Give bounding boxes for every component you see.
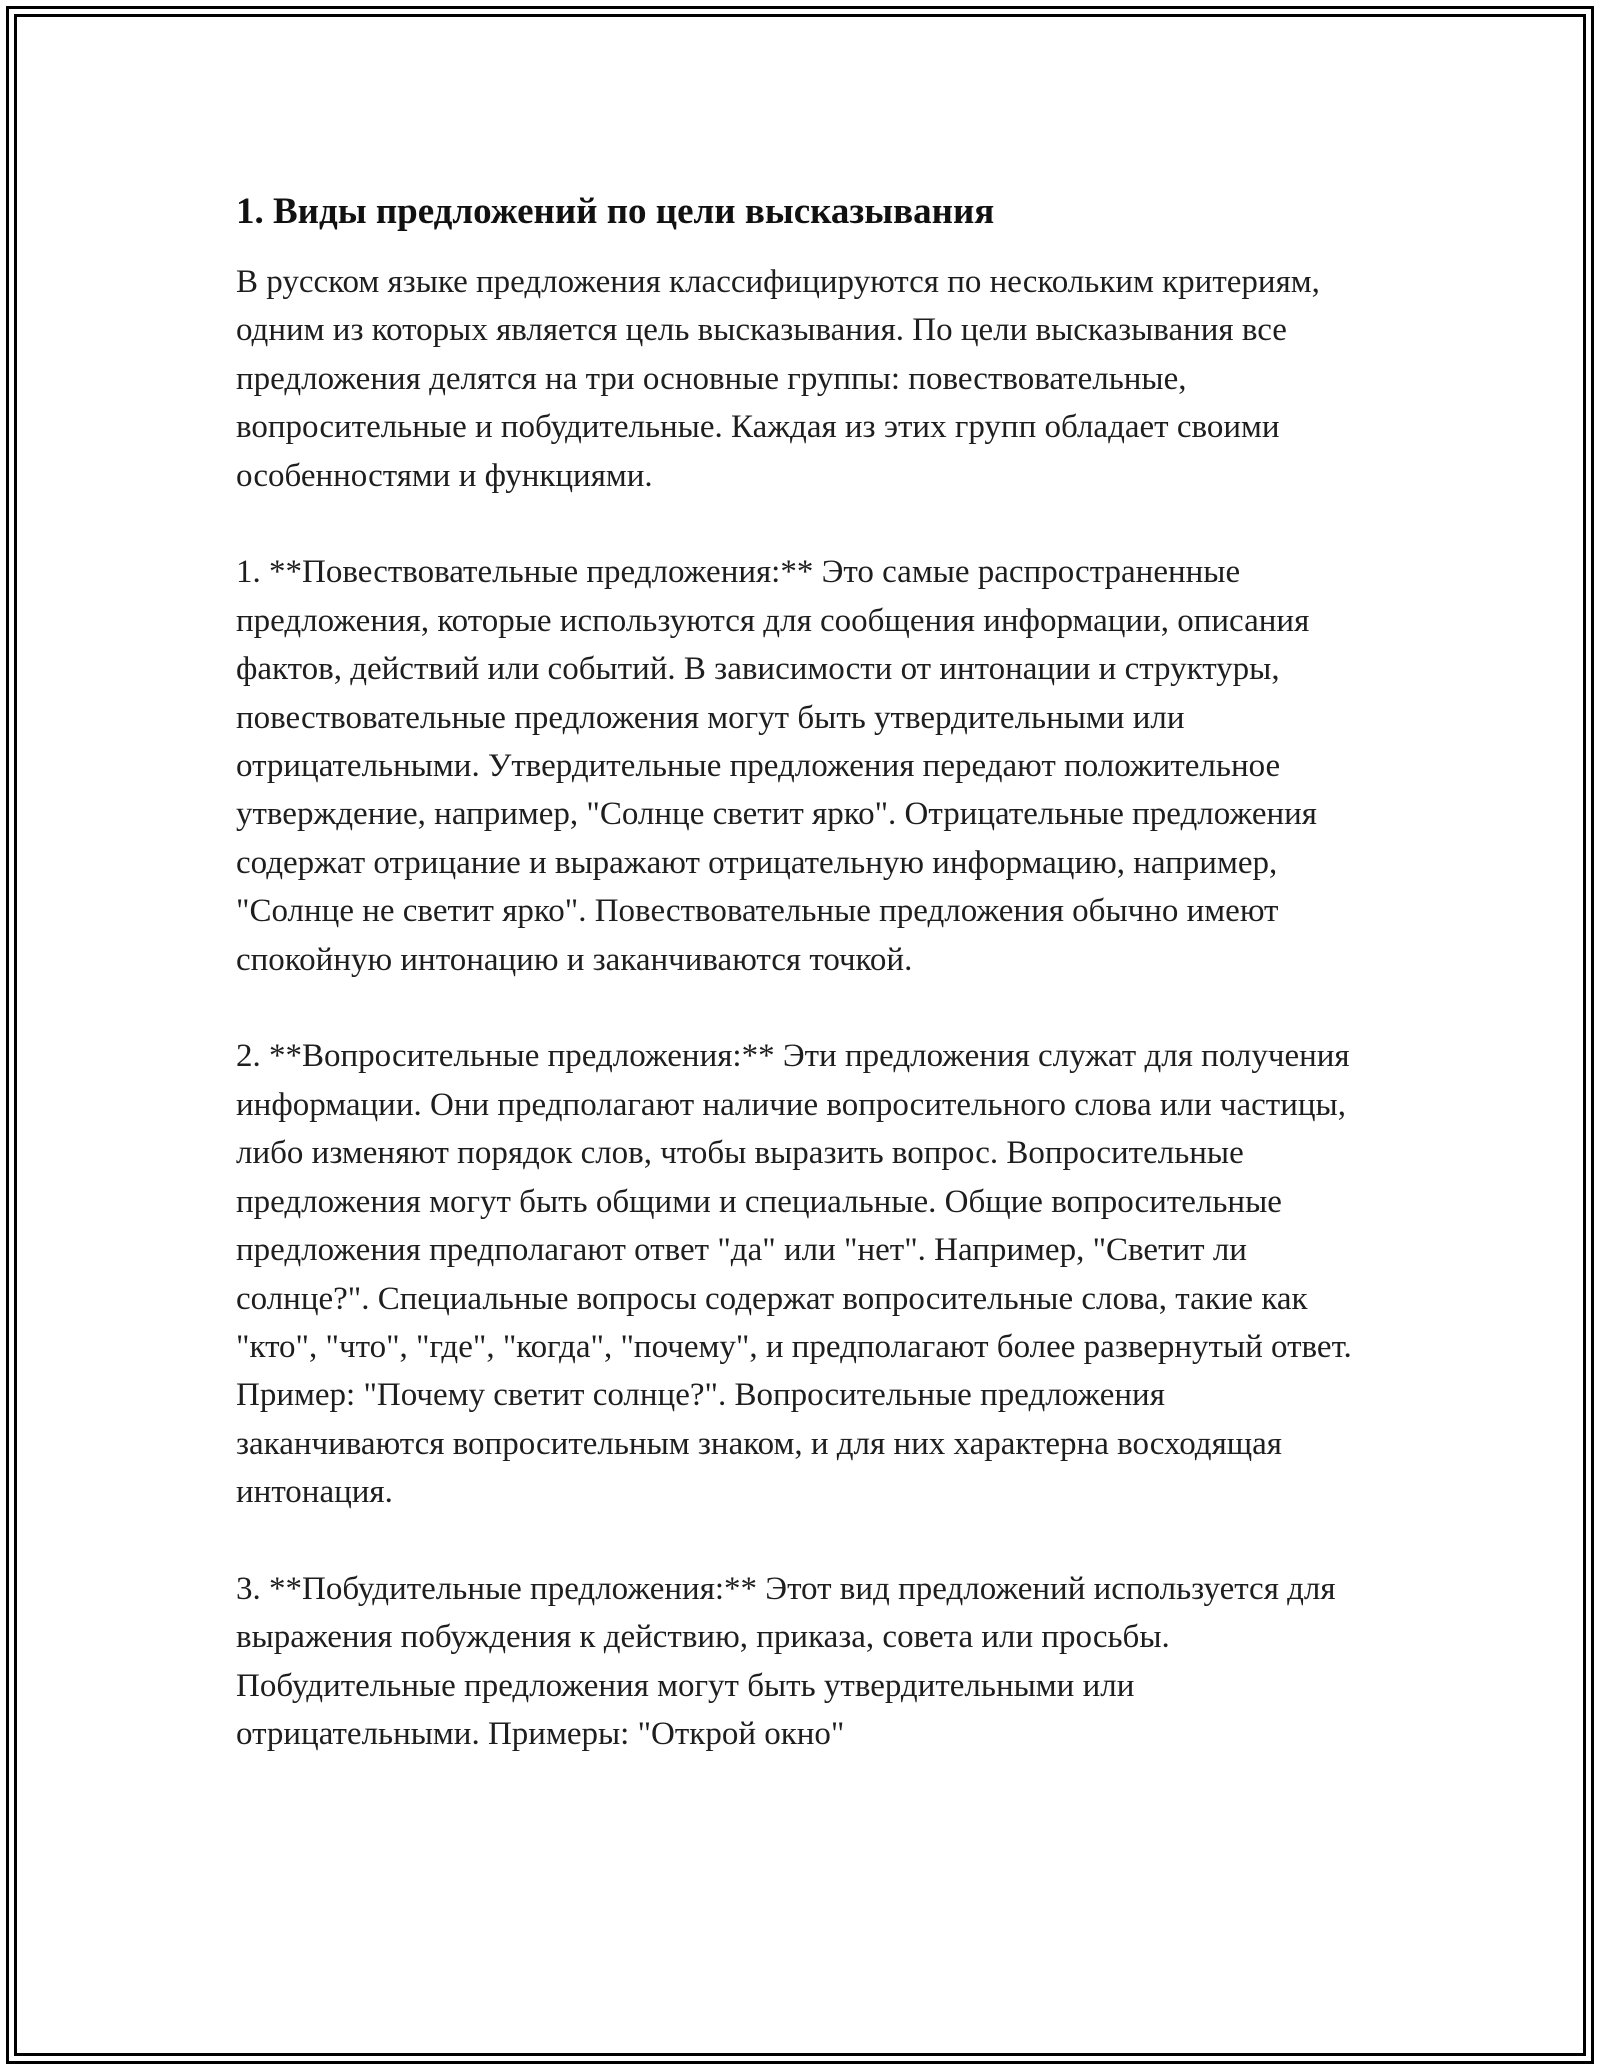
paragraph-interrogative: 2. **Вопросительные предложения:** Эти предложения служат для получения информации. Они предполагают наличие вопросительного слова или частицы, либо изменяют порядок слов, чтобы выразить вопрос. Вопросительные предложения могут быть общими и специальные. Общие вопросительные предложения предполагают ответ "да" или "нет". Например, "Светит ли солнце?". Специальные вопросы содержат вопросительные слова, такие как "кто", "что", "где", "когда", "почему", и предполагают более развернутый ответ. Пример: "Почему светит солнце?". Вопросительные предложения заканчиваются вопросительным знаком, и для них характерна восходящая интонация. [236, 1038, 1352, 1511]
document-body [236, 186, 1366, 1807]
intro-paragraph: В русском языке предложения классифицируются по нескольким критериям, одним из которых является цель высказывания. По цели высказывания все предложения делятся на три основные группы: повествовательные, вопросительные и побудительные. Каждая из этих групп обладает своими особенностями и функциями. [236, 264, 1320, 494]
paragraph-declarative: 1. **Повествовательные предложения:** Это самые распространенные предложения, которые используются для сообщения информации, описания фактов, действий или событий. В зависимости от интонации и структуры, повествовательные предложения могут быть утвердительными или отрицательными. Утвердительные предложения передают положительное утверждение, например, "Солнце светит ярко". Отрицательные предложения содержат отрицание и выражают отрицательную информацию, например, "Солнце не светит ярко". Повествовательные предложения обычно имеют спокойную интонацию и заканчиваются точкой. [236, 554, 1317, 978]
paragraph-imperative: 3. **Побудительные предложения:** Этот вид предложений используется для выражения побуждения к действию, приказа, совета или просьбы. Побудительные предложения могут быть утвердительными или отрицательными. Примеры: "Открой окно" [236, 1570, 1336, 1753]
section-heading: 1. Виды предложений по цели высказывания [236, 191, 995, 232]
